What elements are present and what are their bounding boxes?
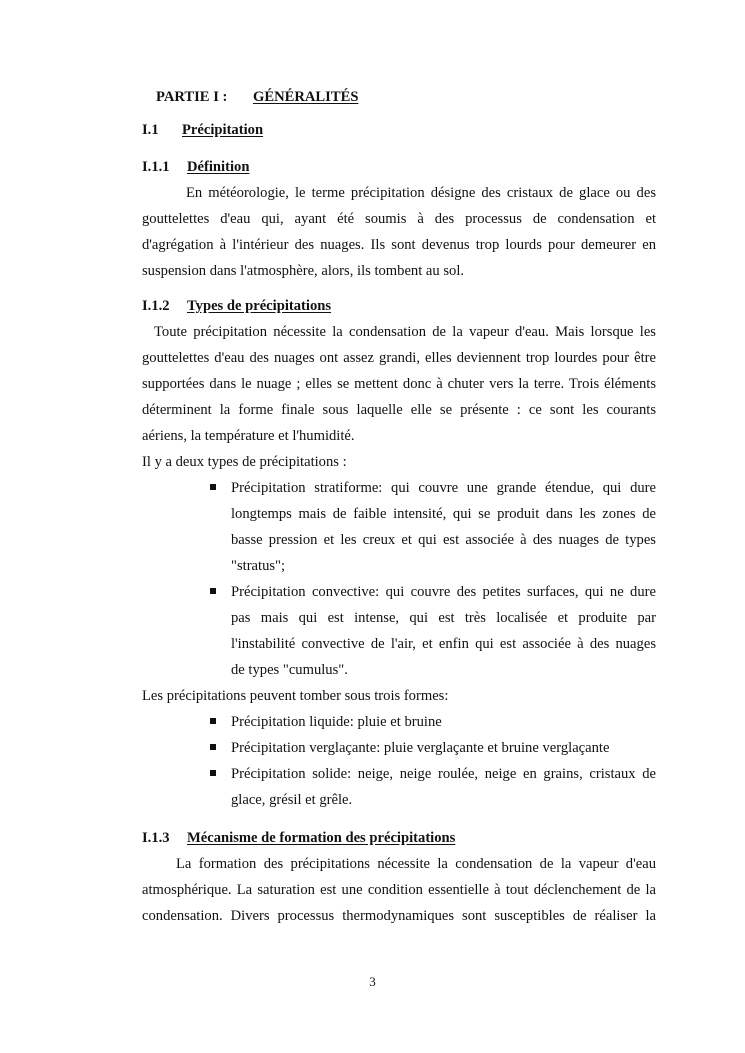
subsection-heading-types xyxy=(142,295,656,317)
paragraph-line: suspension dans l'atmosphère, alors, ils tombent au sol. xyxy=(142,263,465,279)
paragraph-line: d'agrégation à l'intérieur des nuages. Ils sont devenus trop lourds pour demeurer en xyxy=(142,237,656,253)
two-types-intro: Il y a deux types de précipitations : xyxy=(142,454,347,470)
paragraph-line: atmosphérique. La saturation est une condition essentielle à tout déclenchement de la xyxy=(142,882,656,898)
list-item-line: l'instabilité convective de l'air, et enfin qui est associée à des nuages xyxy=(231,636,656,652)
section-i1-title: Précipitation xyxy=(182,122,264,138)
subsection-heading-definition xyxy=(142,156,656,178)
types-title: Types de précipitations xyxy=(187,298,332,314)
paragraph-line: En météorologie, le terme précipitation désigne des cristaux de glace ou des xyxy=(186,185,656,201)
list-item-line: Précipitation stratiforme: qui couvre une grande étendue, qui dure xyxy=(231,480,656,496)
page-number: 3 xyxy=(369,974,376,989)
page-content xyxy=(142,86,656,929)
list-item-line: pas mais qui est intense, qui est très localisée et produite par xyxy=(231,610,656,626)
precipitation-types-list xyxy=(142,475,656,683)
paragraph-line: gouttelettes d'eau des nuages ont assez grandi, elles deviennent trop lourdes pour être xyxy=(142,350,656,366)
list-item-line: de types "cumulus". xyxy=(231,662,348,678)
precipitation-forms-list xyxy=(142,709,656,813)
paragraph-line: condensation. Divers processus thermodynamiques sont susceptibles de réaliser la xyxy=(142,908,656,924)
list-item-line: basse pression et les creux et qui est associée à des nuages de types xyxy=(231,532,656,548)
types-number: I.1.2 xyxy=(142,298,170,314)
list-item-liquid xyxy=(142,709,656,735)
list-item-line: Précipitation verglaçante: pluie verglaçante et bruine verglaçante xyxy=(231,740,610,756)
list-item-line: Précipitation liquide: pluie et bruine xyxy=(231,714,442,730)
paragraph-line: gouttelettes d'eau qui, ayant été soumis à des processus de condensation et xyxy=(142,211,656,227)
list-item-line: longtemps mais de faible intensité, qui se produit dans les zones de xyxy=(231,506,656,522)
square-bullet-icon xyxy=(210,770,216,776)
paragraph-line: déterminent la forme finale sous laquelle elle se présente : ce sont les courants xyxy=(142,402,656,418)
list-item-line: Précipitation solide: neige, neige roulée, neige en grains, cristaux de xyxy=(231,766,656,782)
mechanism-title: Mécanisme de formation des précipitations xyxy=(187,830,456,846)
paragraph-line: Toute précipitation nécessite la condensation de la vapeur d'eau. Mais lorsque les xyxy=(154,324,656,340)
part-number: PARTIE I : xyxy=(156,89,228,105)
mechanism-number: I.1.3 xyxy=(142,830,170,846)
part-heading xyxy=(142,86,656,108)
list-item-line: Précipitation convective: qui couvre des petites surfaces, qui ne dure xyxy=(231,584,656,600)
part-title: GÉNÉRALITÉS xyxy=(253,89,359,105)
paragraph-line: aériens, la température et l'humidité. xyxy=(142,428,355,444)
list-item-convective xyxy=(142,579,656,683)
paragraph-line: La formation des précipitations nécessite la condensation de la vapeur d'eau xyxy=(176,856,656,872)
section-heading-i1 xyxy=(142,119,656,141)
list-item-stratiform xyxy=(142,475,656,579)
paragraph-line: supportées dans le nuage ; elles se mettent donc à chuter vers la terre. Trois éléments xyxy=(142,376,656,392)
square-bullet-icon xyxy=(210,588,216,594)
list-item-line: "stratus"; xyxy=(231,558,286,574)
square-bullet-icon xyxy=(210,718,216,724)
square-bullet-icon xyxy=(210,484,216,490)
square-bullet-icon xyxy=(210,744,216,750)
definition-number: I.1.1 xyxy=(142,159,170,175)
list-item-line: glace, grésil et grêle. xyxy=(231,792,353,808)
definition-paragraph xyxy=(142,180,656,284)
list-item-solid xyxy=(142,761,656,813)
section-i1-number: I.1 xyxy=(142,122,159,138)
types-paragraph xyxy=(142,319,656,449)
subsection-heading-mechanism xyxy=(142,827,656,849)
definition-title: Définition xyxy=(187,159,250,175)
mechanism-paragraph xyxy=(142,851,656,929)
forms-intro: Les précipitations peuvent tomber sous trois formes: xyxy=(142,688,449,704)
list-item-freezing xyxy=(142,735,656,761)
